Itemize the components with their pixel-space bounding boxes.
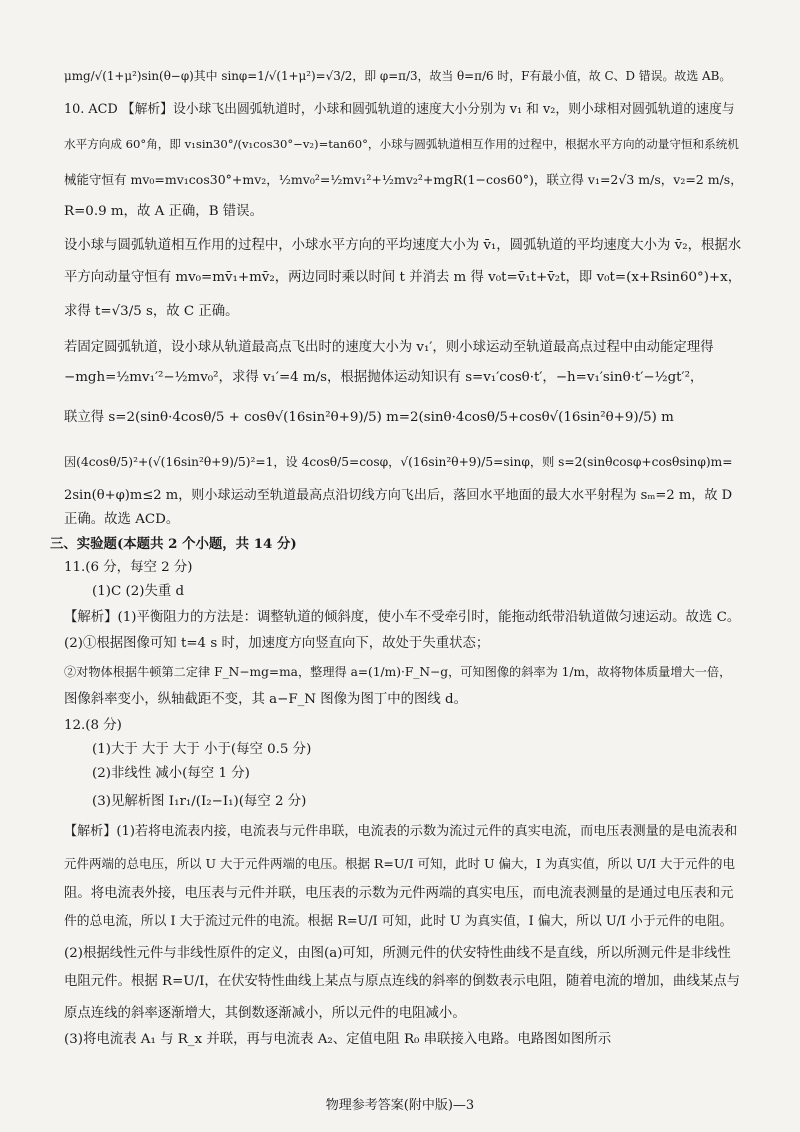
text-line: 设小球与圆弧轨道相互作用的过程中，小球水平方向的平均速度大小为 v̄₁，圆弧轨道的平均速度大小为 v̄₂，根据水 — [64, 238, 742, 253]
answer-line: (3)见解析图 I₁r₁/(I₂−I₁)(每空 2 分) — [92, 794, 307, 809]
text-line: 械能守恒有 mv₀=mv₁cos30°+mv₂，½mv₀²=½mv₁²+½mv₂²+mgR(1−cos60°)，联立得 v₁=2√3 m/s，v₂=2 m/s， — [64, 172, 743, 187]
text-line: 元件两端的总电压，所以 U 大于元件两端的电压。根据 R=U/I 可知，此时 U 偏大，I 为真实值，所以 U/I 大于元件的电 — [64, 856, 736, 871]
text-line: 原点连线的斜率逐渐增大，其倒数逐渐减小，所以元件的电阻减小。 — [64, 1006, 466, 1021]
text-line: μmg/√(1+μ²)sin(θ−φ)其中 sinφ=1/√(1+μ²)=√3/2，即 φ=π/3，故当 θ=π/6 时，F有最小值，故 C、D 错误。故选 AB。 — [64, 69, 732, 83]
section-heading: 三、实验题(本题共 2 个小题，共 14 分) — [50, 536, 297, 552]
text-line: 图像斜率变小，纵轴截距不变，其 a−F_N 图像为图丁中的图线 d。 — [64, 692, 468, 707]
text-line: 【解析】(1)平衡阻力的方法是：调整轨道的倾斜度，使小车不受牵引时，能拖动纸带沿轨道做匀速运动。故选 C。 — [64, 610, 741, 625]
text-line: 正确。故选 ACD。 — [64, 512, 180, 527]
text-line: (3)将电流表 A₁ 与 R_x 并联，再与电流表 A₂、定值电阻 R₀ 串联接入电路。电路图如图所示 — [64, 1032, 612, 1047]
text-line: (2)①根据图像可知 t=4 s 时，加速度方向竖直向下，故处于失重状态； — [64, 636, 490, 651]
answer-line: (1)C (2)失重 d — [92, 584, 185, 599]
answer-line: (1)大于 大于 大于 小于(每空 0.5 分) — [92, 742, 312, 757]
text-line: −mgh=½mv₁′²−½mv₀²，求得 v₁′=4 m/s，根据抛体运动知识有 s=v₁′cosθ·t′，−h=v₁′sinθ·t′−½gt′²， — [64, 370, 704, 385]
text-line: 求得 t=√3/5 s，故 C 正确。 — [64, 304, 239, 319]
text-line: 阻。将电流表外接，电压表与元件并联，电压表的示数为元件两端的真实电压，而电流表测量的是通过电压表和元 — [64, 886, 734, 901]
text-line: 平方向动量守恒有 mv₀=mv̄₁+mv̄₂，两边同时乘以时间 t 并消去 m 得 v₀t=v̄₁t+v̄₂t，即 v₀t=(x+Rsin60°)+x， — [64, 270, 742, 285]
question-heading: 12.(8 分) — [64, 718, 122, 733]
text-line: 件的总电流，所以 I 大于流过元件的电流。根据 R=U/I 可知，此时 U 为真实值，I 偏大，所以 U/I 小于元件的电阻。 — [64, 914, 733, 929]
text-line: 10. ACD 【解析】设小球飞出圆弧轨道时，小球和圆弧轨道的速度大小分别为 v₁ 和 v₂，则小球相对圆弧轨道的速度与 — [64, 102, 735, 117]
text-line: 因(4cosθ/5)²+(√(16sin²θ+9)/5)²=1，设 4cosθ/5=cosφ，√(16sin²θ+9)/5=sinφ，则 s=2(sinθcosφ+cosθsinφ)m= — [64, 455, 733, 469]
text-line: 水平方向成 60°角，即 v₁sin30°/(v₁cos30°−v₂)=tan60°，小球与圆弧轨道相互作用的过程中，根据水平方向的动量守恒和系统机 — [64, 137, 739, 151]
page-footer: 物理参考答案(附中版)—3 — [325, 1098, 475, 1113]
text-line: 联立得 s=2(sinθ·4cosθ/5 + cosθ√(16sin²θ+9)/5) m=2(sinθ·4cosθ/5+cosθ√(16sin²θ+9)/5) m — [64, 410, 674, 425]
text-line: 【解析】(1)若将电流表内接，电流表与元件串联，电流表的示数为流过元件的真实电流，而电压表测量的是电流表和 — [64, 824, 738, 839]
question-heading: 11.(6 分，每空 2 分) — [64, 560, 193, 575]
text-line: ②对物体根据牛顿第二定律 F_N−mg=ma，整理得 a=(1/m)·F_N−g，可知图像的斜率为 1/m，故将物体质量增大一倍， — [64, 665, 732, 679]
text-line: (2)根据线性元件与非线性原件的定义，由图(a)可知，所测元件的伏安特性曲线不是直线，所以所测元件是非线性 — [64, 946, 731, 961]
text-line: R=0.9 m，故 A 正确，B 错误。 — [64, 204, 263, 219]
text-line: 若固定圆弧轨道，设小球从轨道最高点飞出时的速度大小为 v₁′，则小球运动至轨道最高点过程中由动能定理得 — [64, 340, 714, 355]
text-line: 2sin(θ+φ)m≤2 m，则小球运动至轨道最高点沿切线方向飞出后，落回水平地面的最大水平射程为 sₘ=2 m，故 D — [64, 488, 733, 503]
answer-line: (2)非线性 减小(每空 1 分) — [92, 766, 250, 781]
text-line: 电阻元件。根据 R=U/I，在伏安特性曲线上某点与原点连线的斜率的倒数表示电阻，随着电流的增加，曲线某点与 — [64, 974, 741, 989]
